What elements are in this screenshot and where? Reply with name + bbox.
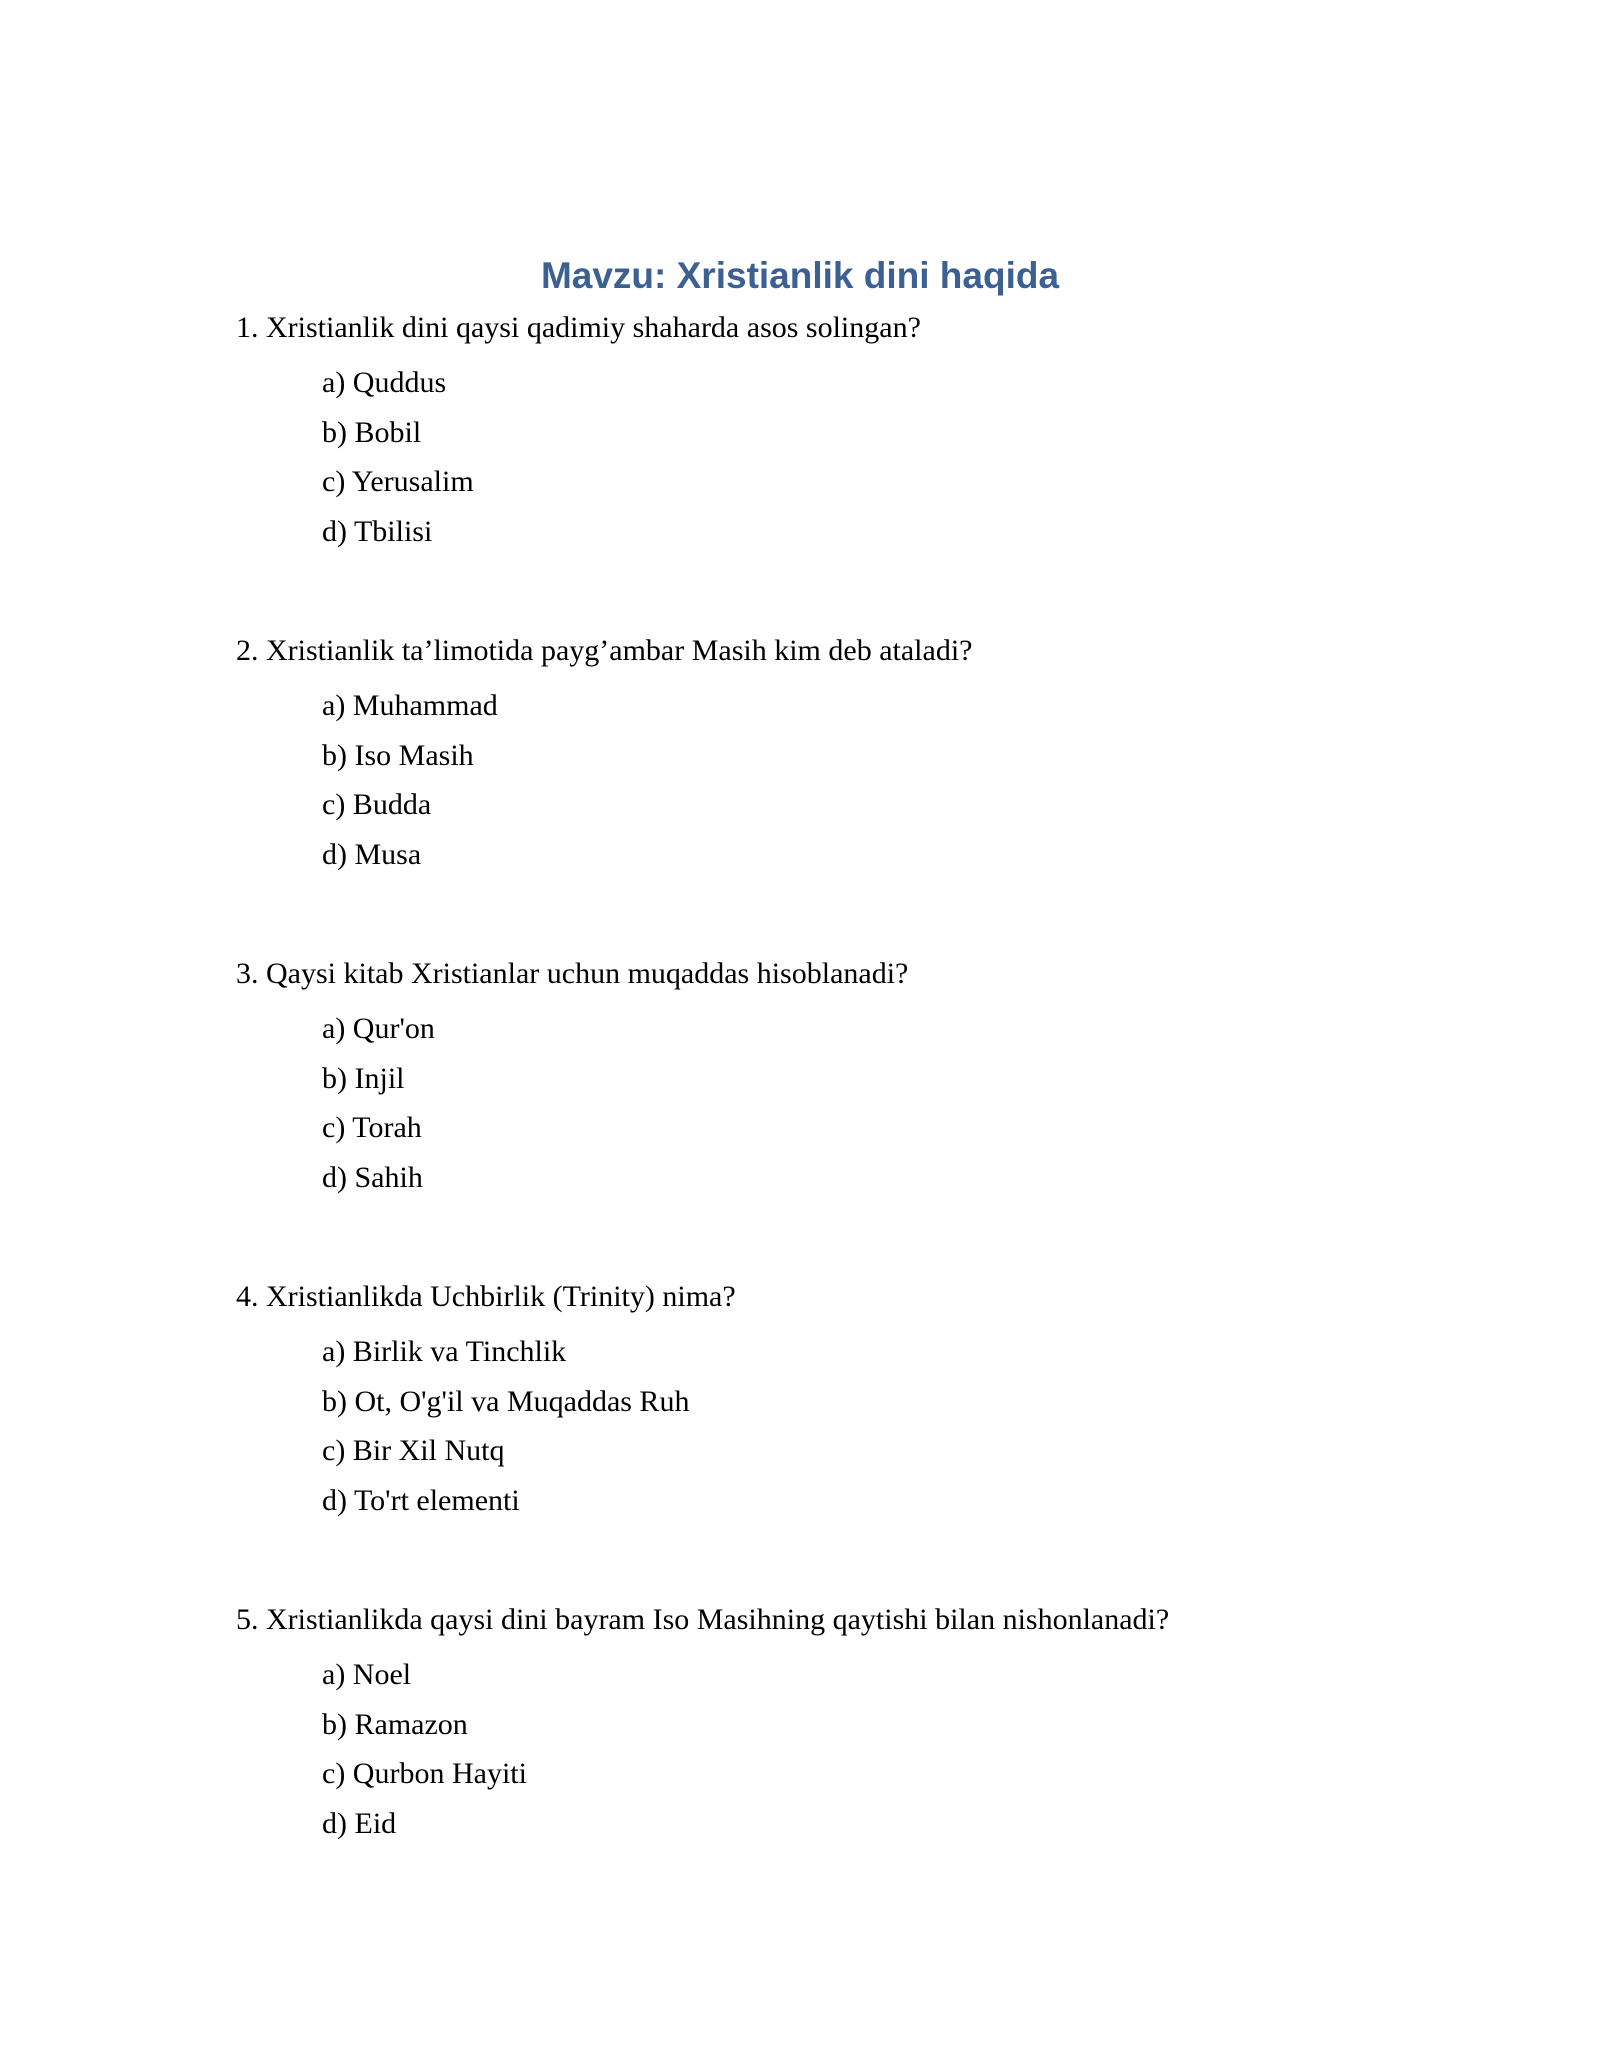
answer-option: c) Bir Xil Nutq <box>322 1434 505 1467</box>
answer-option: a) Birlik va Tinchlik <box>322 1335 567 1368</box>
answer-options <box>236 358 1436 556</box>
answer-option: d) To'rt elementi <box>322 1483 520 1517</box>
answer-option: d) Sahih <box>322 1160 423 1194</box>
question-text: 1. Xristianlik dini qaysi qadimiy shaharda asos solingan? <box>236 311 921 344</box>
answer-option: d) Eid <box>322 1806 397 1840</box>
answer-option: b) Iso Masih <box>322 738 474 772</box>
answer-option: d) Tbilisi <box>322 514 433 548</box>
question-list <box>236 304 1436 1919</box>
answer-options <box>236 1327 1436 1525</box>
answer-option: b) Ot, O'g'il va Muqaddas Ruh <box>322 1384 690 1418</box>
answer-option: a) Quddus <box>322 366 447 399</box>
answer-option: b) Injil <box>322 1061 405 1095</box>
question-2 <box>236 627 1436 950</box>
question-4 <box>236 1273 1436 1596</box>
question-text: 4. Xristianlikda Uchbirlik (Trinity) nima? <box>236 1280 736 1313</box>
document-title: Mavzu: Xristianlik dini haqida <box>540 255 1060 296</box>
question-1 <box>236 304 1436 627</box>
answer-option: a) Muhammad <box>322 689 498 722</box>
answer-option: c) Qurbon Hayiti <box>322 1757 527 1790</box>
answer-option: d) Musa <box>322 837 422 871</box>
answer-option: c) Yerusalim <box>322 465 474 498</box>
question-5 <box>236 1596 1436 1919</box>
answer-option: c) Budda <box>322 788 432 821</box>
answer-options <box>236 1004 1436 1202</box>
answer-option: c) Torah <box>322 1111 422 1144</box>
question-text: 2. Xristianlik ta’limotida payg’ambar Masih kim deb ataladi? <box>236 634 973 667</box>
question-3 <box>236 950 1436 1273</box>
answer-options <box>236 681 1436 879</box>
answer-option: b) Bobil <box>322 415 422 449</box>
question-text: 3. Qaysi kitab Xristianlar uchun muqaddas hisoblanadi? <box>236 957 909 990</box>
answer-option: a) Noel <box>322 1658 412 1691</box>
answer-option: a) Qur'on <box>322 1012 435 1045</box>
question-text: 5. Xristianlikda qaysi dini bayram Iso Masihning qaytishi bilan nishonlanadi? <box>236 1603 1170 1636</box>
answer-option: b) Ramazon <box>322 1707 468 1741</box>
answer-options <box>236 1650 1436 1848</box>
